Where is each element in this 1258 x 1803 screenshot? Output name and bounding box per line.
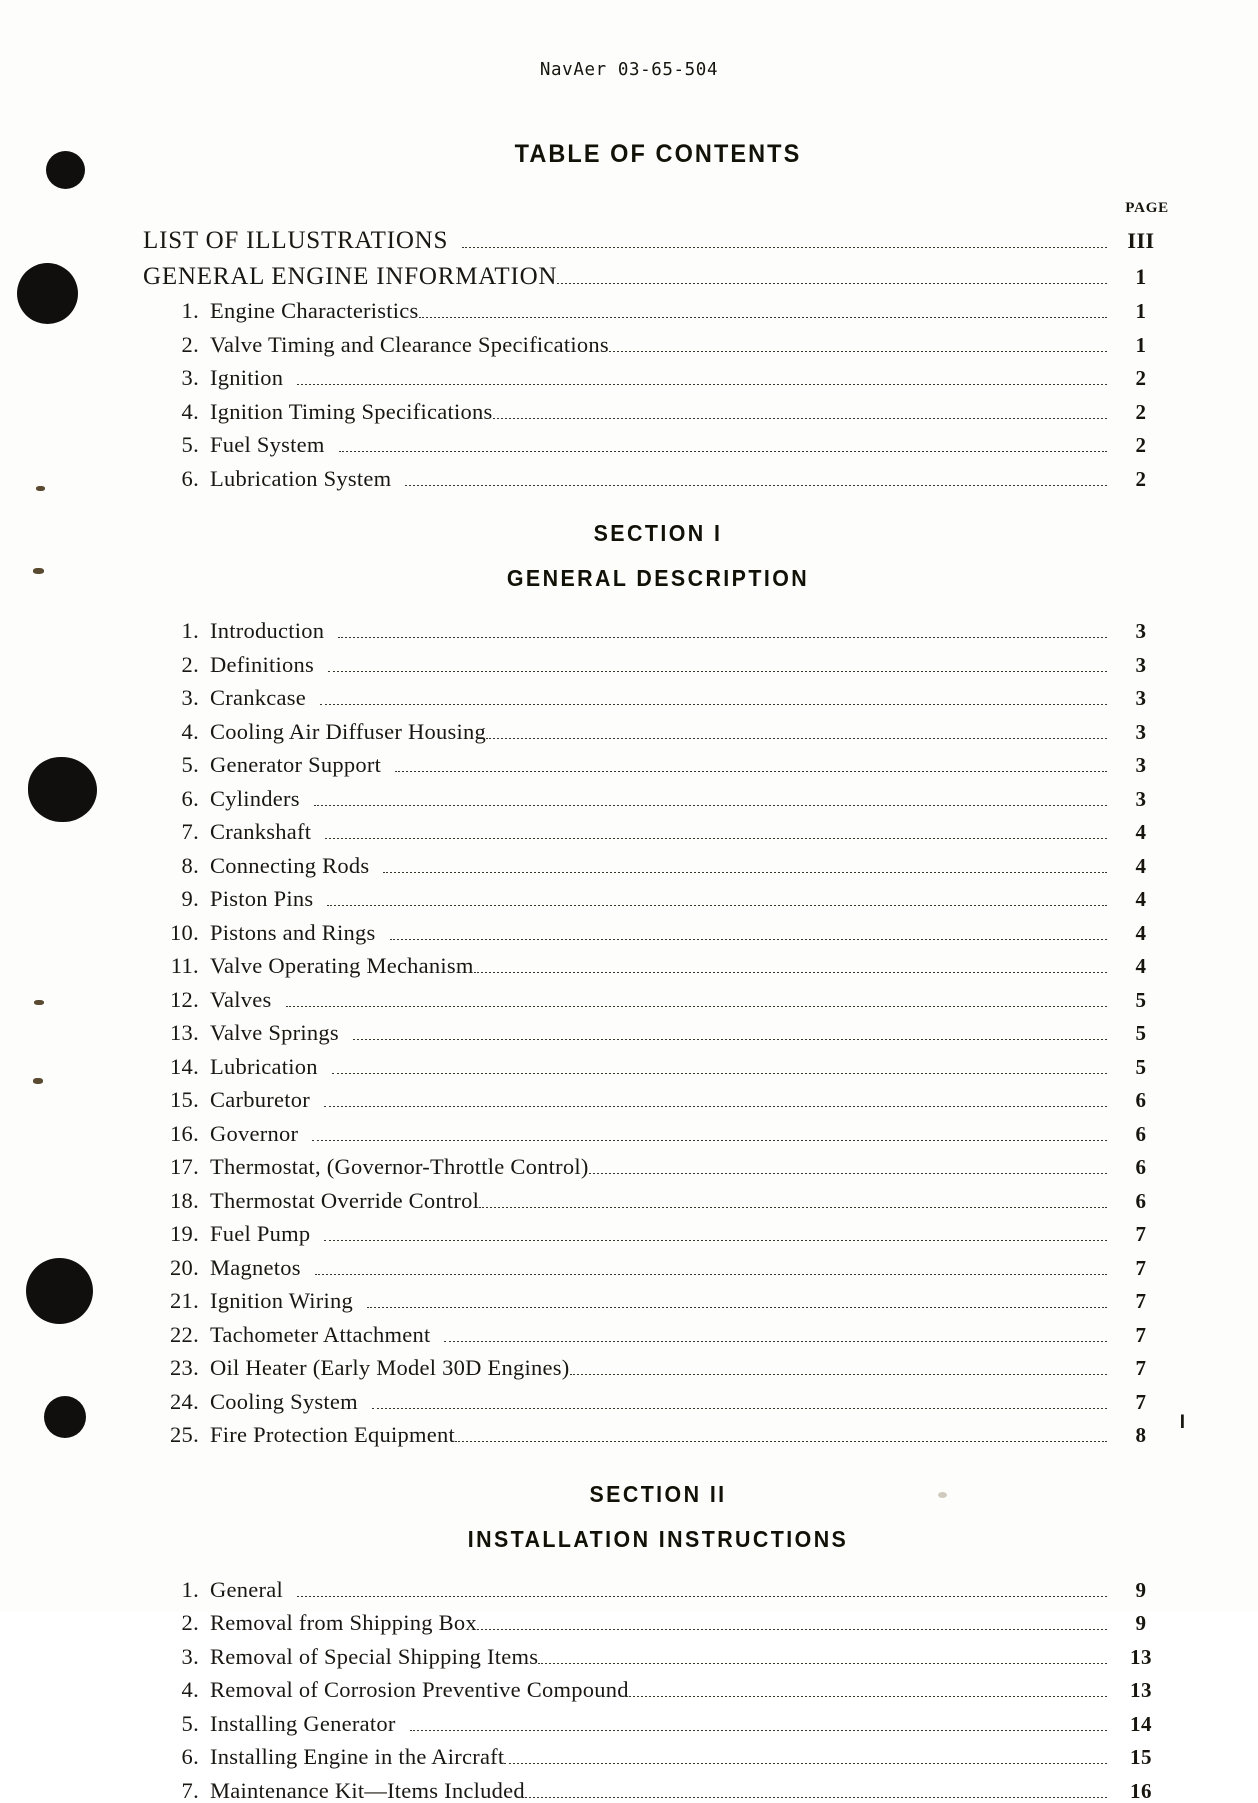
toc-entry[interactable]	[143, 465, 1173, 491]
toc-entry-number: 15.	[169, 1087, 199, 1112]
toc-entry-page: 3	[1135, 652, 1147, 677]
toc-dot-leader	[629, 1696, 1107, 1697]
toc-entry[interactable]	[143, 754, 1173, 777]
toc-entry[interactable]	[143, 264, 1173, 289]
toc-dot-leader	[444, 1341, 1107, 1342]
toc-entry-number: 6.	[181, 785, 199, 811]
toc-dot-leader	[504, 1763, 1107, 1764]
toc-dot-leader	[312, 1140, 1107, 1141]
toc-entry-page: 2	[1135, 433, 1147, 457]
toc-dot-leader	[332, 1073, 1107, 1074]
toc-dot-leader	[324, 1240, 1107, 1241]
toc-entry[interactable]	[143, 1022, 1173, 1045]
toc-entry-page: 4	[1135, 853, 1147, 878]
toc-dot-leader	[390, 939, 1107, 940]
toc-entry[interactable]	[143, 955, 1173, 978]
toc-body	[143, 140, 1173, 1802]
toc-entry-label: Valve Timing and Clearance Specifications	[210, 331, 609, 357]
page-title: TABLE OF CONTENTS	[514, 140, 802, 168]
toc-dot-leader	[455, 1441, 1107, 1442]
toc-entry-number: 12.	[169, 986, 199, 1012]
toc-dot-leader	[328, 671, 1107, 672]
toc-entry-number: 5.	[181, 752, 199, 777]
toc-entry-label: Installing Generator	[210, 1710, 396, 1736]
toc-entry-page: 1	[1135, 332, 1147, 357]
toc-entry-page: 6	[1135, 1088, 1147, 1112]
toc-entry-page: 8	[1135, 1423, 1147, 1447]
toc-entry[interactable]	[143, 651, 1173, 677]
toc-entry-number: 8.	[181, 852, 199, 878]
toc-entry-page: 6	[1135, 1121, 1147, 1146]
toc-entry-label: Lubrication	[210, 1053, 318, 1079]
toc-entry-page: 7	[1135, 1322, 1147, 1347]
toc-dot-leader	[410, 1730, 1107, 1731]
toc-entry[interactable]	[143, 1746, 1173, 1769]
toc-entry-page: 4	[1135, 820, 1147, 844]
toc-entry-label: Tachometer Attachment	[210, 1321, 431, 1347]
scan-speck	[33, 568, 44, 574]
toc-dot-leader	[286, 1006, 1108, 1007]
toc-dot-leader	[525, 1797, 1107, 1798]
toc-entry-number: 7.	[181, 1777, 199, 1803]
toc-entry[interactable]	[143, 398, 1173, 424]
toc-entry-label: GENERAL ENGINE INFORMATION	[143, 263, 558, 290]
toc-entry[interactable]	[143, 1576, 1173, 1602]
toc-dot-leader	[477, 1629, 1107, 1630]
toc-entry-label: Maintenance Kit—Items Included	[210, 1777, 525, 1803]
toc-entry[interactable]	[143, 785, 1173, 811]
toc-entry-page: 7	[1135, 1289, 1147, 1313]
toc-entry-label: Fire Protection Equipment	[210, 1422, 455, 1447]
toc-entry-number: 14.	[169, 1053, 199, 1079]
toc-dot-leader	[314, 805, 1107, 806]
toc-entry-label: Removal from Shipping Box	[210, 1610, 477, 1635]
toc-entry-number: 1.	[181, 618, 199, 643]
toc-entry-label: Generator Support	[210, 752, 382, 777]
toc-entry-number: 2.	[181, 1610, 199, 1635]
toc-entry[interactable]	[143, 1679, 1173, 1702]
scan-speck	[36, 486, 45, 491]
toc-entry-page: 7	[1135, 1222, 1147, 1246]
toc-entry-page: 7	[1135, 1356, 1147, 1380]
toc-entry-number: 6.	[181, 1744, 199, 1769]
toc-entry[interactable]	[143, 1388, 1173, 1414]
toc-dot-leader	[419, 317, 1107, 318]
toc-entry-number: 4.	[181, 1677, 199, 1702]
toc-dot-leader	[325, 838, 1107, 839]
toc-entry[interactable]	[143, 852, 1173, 878]
toc-entry-label: Connecting Rods	[210, 852, 370, 878]
toc-entry-page: 4	[1135, 920, 1147, 945]
toc-entry-number: 1.	[181, 1576, 199, 1602]
toc-dot-leader	[297, 384, 1107, 385]
toc-entry-page: 3	[1135, 619, 1147, 643]
punch-hole-mark	[28, 757, 97, 822]
toc-entry[interactable]	[143, 228, 1173, 253]
toc-entry-number: 9.	[181, 886, 199, 911]
toc-entry-number: 3.	[181, 1643, 199, 1669]
toc-entry[interactable]	[143, 620, 1173, 643]
section-one-number: SECTION I	[593, 520, 723, 546]
toc-dot-leader	[538, 1663, 1107, 1664]
toc-entry[interactable]	[143, 300, 1173, 323]
punch-hole-mark	[46, 151, 85, 189]
toc-dot-leader	[405, 485, 1107, 486]
toc-entry-page: 1	[1135, 299, 1147, 323]
toc-entry-page: 2	[1135, 466, 1147, 491]
toc-entry-label: Valves	[210, 986, 272, 1012]
toc-entry-label: Magnetos	[210, 1254, 301, 1280]
toc-entry-page: 3	[1135, 719, 1147, 744]
toc-entry-number: 13.	[169, 1020, 199, 1045]
toc-entry-label: Removal of Corrosion Preventive Compound	[210, 1677, 629, 1702]
punch-hole-mark	[44, 1396, 86, 1438]
folio-page-number: I	[1179, 1412, 1185, 1433]
toc-entry-page: 7	[1135, 1389, 1147, 1414]
toc-dot-leader	[493, 418, 1107, 419]
toc-entry-page: 2	[1135, 399, 1147, 424]
toc-dot-leader	[338, 637, 1107, 638]
toc-entry[interactable]	[143, 1710, 1173, 1736]
toc-entry[interactable]	[143, 1612, 1173, 1635]
toc-entry-label: Fuel System	[210, 432, 325, 457]
toc-entry-page: 13	[1130, 1644, 1152, 1669]
toc-entry-label: Thermostat, (Governor-Throttle Control)	[210, 1154, 589, 1179]
toc-entry[interactable]	[143, 986, 1173, 1012]
toc-entry-page: 15	[1130, 1745, 1152, 1769]
toc-dot-leader	[557, 283, 1107, 284]
toc-entry-page: 13	[1130, 1678, 1152, 1702]
toc-entry-label: Pistons and Rings	[210, 919, 376, 945]
toc-dot-leader	[315, 1274, 1107, 1275]
toc-entry-number: 10.	[169, 919, 199, 945]
toc-entry[interactable]	[143, 434, 1173, 457]
toc-dot-leader	[339, 451, 1107, 452]
toc-entry-number: 2.	[181, 331, 199, 357]
toc-dot-leader	[320, 704, 1107, 705]
toc-entry[interactable]	[143, 367, 1173, 390]
toc-entry-label: Cylinders	[210, 785, 300, 811]
toc-entry-number: 6.	[181, 465, 199, 491]
toc-entry-page: 9	[1135, 1577, 1147, 1602]
toc-entry[interactable]	[143, 331, 1173, 357]
toc-entry-page: 5	[1135, 1054, 1147, 1079]
toc-entry-number: 24.	[169, 1388, 199, 1414]
toc-entry-page: 4	[1135, 954, 1147, 978]
toc-entry-label: Valve Springs	[210, 1020, 339, 1045]
toc-entry-number: 7.	[181, 819, 199, 844]
toc-entry-number: 4.	[181, 398, 199, 424]
toc-entry-page: 3	[1135, 686, 1147, 710]
toc-entry[interactable]	[143, 888, 1173, 911]
toc-entry-label: Governor	[210, 1120, 299, 1146]
toc-entry-page: 6	[1135, 1188, 1147, 1213]
toc-entry-page: 9	[1135, 1611, 1147, 1635]
toc-entry-label: Carburetor	[210, 1087, 310, 1112]
toc-dot-leader	[327, 905, 1107, 906]
toc-entry-label: General	[210, 1576, 283, 1602]
toc-entry-page: 6	[1135, 1155, 1147, 1179]
running-head: NavAer 03-65-504	[539, 60, 719, 80]
section-one-name: GENERAL DESCRIPTION	[506, 565, 810, 591]
toc-dot-leader	[395, 771, 1107, 772]
toc-entry-number: 5.	[181, 432, 199, 457]
toc-entry-label: Thermostat Override Control	[210, 1187, 480, 1213]
toc-entry[interactable]	[143, 1156, 1173, 1179]
toc-entry-page: 5	[1135, 987, 1147, 1012]
toc-entry-label: Ignition Timing Specifications	[210, 398, 493, 424]
toc-entry[interactable]	[143, 1053, 1173, 1079]
toc-entry-label: Crankshaft	[210, 819, 312, 844]
toc-dot-leader	[353, 1039, 1107, 1040]
toc-entry-page: 2	[1135, 366, 1147, 390]
toc-entry[interactable]	[143, 1321, 1173, 1347]
punch-hole-mark	[17, 263, 78, 324]
toc-entry-number: 21.	[169, 1288, 199, 1313]
toc-entry[interactable]	[143, 919, 1173, 945]
toc-entry-number: 2.	[181, 651, 199, 677]
toc-entry-label: Ignition Wiring	[210, 1288, 354, 1313]
toc-entry-label: Removal of Special Shipping Items	[210, 1643, 539, 1669]
scan-speck	[34, 1000, 44, 1005]
toc-entry-number: 17.	[169, 1154, 199, 1179]
toc-entry[interactable]	[143, 1424, 1173, 1447]
toc-entry-number: 4.	[181, 718, 199, 744]
toc-entry-label: Valve Operating Mechanism	[210, 953, 474, 978]
toc-entry-page: 1	[1135, 264, 1147, 289]
toc-entry-label: Piston Pins	[210, 886, 314, 911]
toc-entry-number: 1.	[181, 298, 199, 323]
toc-entry-label: Engine Characteristics	[210, 298, 419, 323]
toc-dot-leader	[609, 351, 1107, 352]
toc-entry-label: Cooling Air Diffuser Housing	[210, 718, 486, 744]
toc-entry-number: 20.	[169, 1254, 199, 1280]
toc-entry-label: Oil Heater (Early Model 30D Engines)	[210, 1355, 570, 1380]
toc-dot-leader	[474, 972, 1107, 973]
front-matter-list	[143, 228, 1173, 490]
toc-entry-number: 19.	[169, 1221, 199, 1246]
toc-entry-label: Definitions	[210, 651, 314, 677]
toc-entry[interactable]	[143, 1187, 1173, 1213]
toc-entry[interactable]	[143, 1290, 1173, 1313]
toc-dot-leader	[297, 1596, 1107, 1597]
toc-entry-number: 3.	[181, 365, 199, 390]
toc-entry-label: Ignition	[210, 365, 284, 390]
toc-entry-label: Cooling System	[210, 1388, 358, 1414]
toc-entry-page: 3	[1135, 753, 1147, 777]
toc-entry-number: 25.	[169, 1422, 199, 1447]
toc-entry[interactable]	[143, 1223, 1173, 1246]
section-two-list	[143, 1576, 1173, 1803]
toc-entry-label: Introduction	[210, 618, 325, 643]
section-two-heading	[179, 1481, 1137, 1553]
toc-entry[interactable]	[143, 1254, 1173, 1280]
toc-entry-number: 22.	[169, 1321, 199, 1347]
toc-entry-number: 16.	[169, 1120, 199, 1146]
toc-dot-leader	[589, 1173, 1107, 1174]
toc-dot-leader	[372, 1408, 1107, 1409]
toc-entry-label: Installing Engine in the Aircraft	[210, 1744, 505, 1769]
toc-entry-page: 3	[1135, 786, 1147, 811]
toc-dot-leader	[367, 1307, 1107, 1308]
toc-entry-page: 5	[1135, 1021, 1147, 1045]
section-two-name: INSTALLATION INSTRUCTIONS	[467, 1525, 849, 1552]
toc-entry-number: 11.	[170, 953, 199, 978]
toc-entry-label: Crankcase	[210, 685, 306, 710]
toc-entry-label: Fuel Pump	[210, 1221, 311, 1246]
toc-entry-label: LIST OF ILLUSTRATIONS	[143, 227, 449, 254]
punch-hole-mark	[26, 1258, 93, 1324]
toc-dot-leader	[383, 872, 1107, 873]
page-column-header: PAGE	[1125, 200, 1169, 216]
toc-entry[interactable]	[143, 1089, 1173, 1112]
toc-entry[interactable]	[143, 718, 1173, 744]
toc-entry[interactable]	[143, 1643, 1173, 1669]
toc-entry-page: 4	[1135, 887, 1147, 911]
toc-entry-page: 7	[1135, 1255, 1147, 1280]
section-two-number: SECTION II	[589, 1480, 727, 1507]
toc-entry-page: III	[1127, 228, 1155, 253]
toc-entry-page: 14	[1130, 1711, 1152, 1736]
toc-entry-page: 16	[1130, 1778, 1152, 1803]
toc-entry-label: Lubrication System	[210, 465, 392, 491]
toc-dot-leader	[570, 1374, 1107, 1375]
toc-entry[interactable]	[143, 1777, 1173, 1803]
toc-entry-number: 3.	[181, 685, 199, 710]
scan-speck	[33, 1078, 43, 1084]
toc-entry-number: 23.	[169, 1355, 199, 1380]
toc-dot-leader	[324, 1106, 1107, 1107]
toc-entry[interactable]	[143, 1120, 1173, 1146]
toc-entry[interactable]	[143, 1357, 1173, 1380]
toc-entry[interactable]	[143, 821, 1173, 844]
toc-dot-leader	[479, 1207, 1107, 1208]
section-one-list	[143, 620, 1173, 1447]
toc-dot-leader	[462, 247, 1107, 248]
section-one-heading	[179, 520, 1137, 592]
toc-entry-number: 5.	[181, 1710, 199, 1736]
toc-dot-leader	[486, 738, 1107, 739]
toc-entry-number: 18.	[169, 1187, 199, 1213]
toc-entry[interactable]	[143, 687, 1173, 710]
